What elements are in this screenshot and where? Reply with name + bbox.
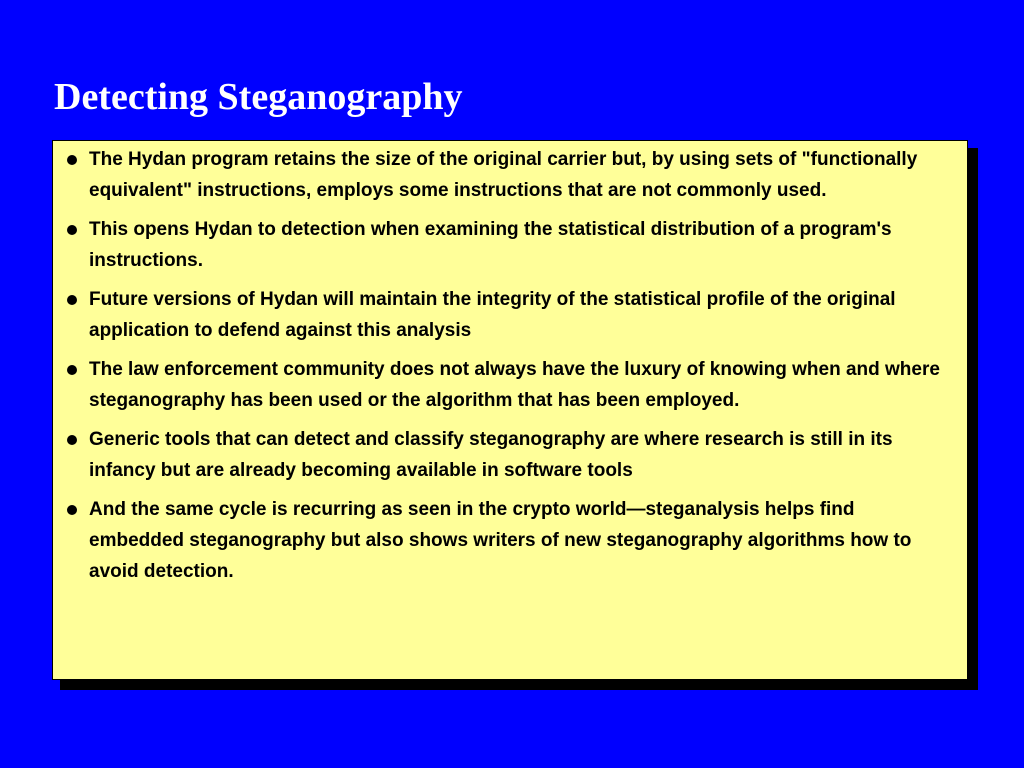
bullet-dot-icon bbox=[67, 365, 77, 375]
bullet-item bbox=[63, 214, 943, 276]
bullet-item bbox=[63, 144, 943, 206]
bullet-text: This opens Hydan to detection when examining the statistical distribution of a program's instructions. bbox=[89, 219, 892, 271]
slide-title: Detecting Steganography bbox=[54, 76, 463, 118]
bullet-item bbox=[63, 424, 943, 486]
bullet-text: The Hydan program retains the size of the original carrier but, by using sets of "functionally equivalent" instructions, employs some instructions that are not commonly used. bbox=[89, 149, 918, 201]
bullet-dot-icon bbox=[67, 505, 77, 515]
bullet-text: Future versions of Hydan will maintain the integrity of the statistical profile of the original application to defend against this analysis bbox=[89, 289, 896, 341]
bullet-dot-icon bbox=[67, 225, 77, 235]
bullet-item bbox=[63, 284, 943, 346]
bullet-text: The law enforcement community does not always have the luxury of knowing when and where steganography has been used or the algorithm that has been employed. bbox=[89, 359, 940, 411]
bullet-dot-icon bbox=[67, 295, 77, 305]
bullet-text: Generic tools that can detect and classify steganography are where research is still in its infancy but are already becoming available in software tools bbox=[89, 429, 893, 481]
bullet-dot-icon bbox=[67, 155, 77, 165]
bullet-item bbox=[63, 494, 943, 587]
bullet-item bbox=[63, 354, 943, 416]
content-panel bbox=[52, 140, 968, 680]
bullet-dot-icon bbox=[67, 435, 77, 445]
bullet-list bbox=[63, 144, 943, 595]
bullet-text: And the same cycle is recurring as seen in the crypto world—steganalysis helps find embedded steganography but also shows writers of new steganography algorithms how to avoid detection. bbox=[89, 499, 912, 582]
